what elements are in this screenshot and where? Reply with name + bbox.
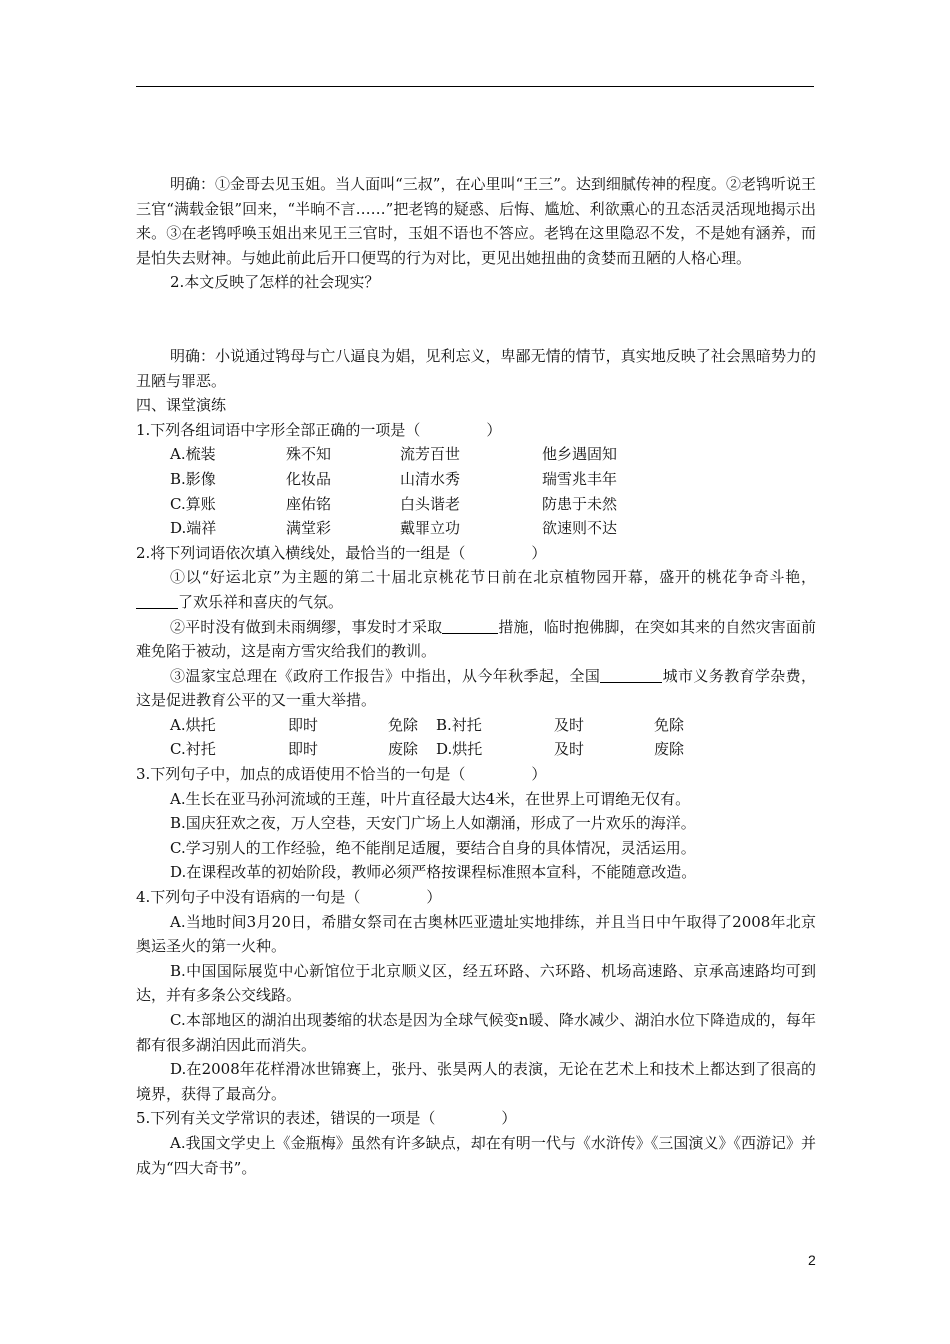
exercise-4-option-a: A.当地时间3月20日，希腊女祭司在古奥林匹亚遗址实地排练，并且当日中午取得了2008年北京奥运圣火的第一火种。	[136, 912, 816, 956]
exercise-4-option-c: C.本部地区的湖泊出现萎缩的状态是因为全球气候变n暖、降水减少、湖泊水位下降造成的，每年都有很多湖泊因此而消失。	[136, 1011, 816, 1054]
exercise-4-stem: 4.下列句子中没有语病的一句是（ ）	[136, 888, 442, 907]
exercise-3-option-d: D.在课程改革的初始阶段，教师必须严格按课程标准照本宣科，不能随意改造。	[170, 863, 697, 882]
exercise-3-option-b: B.国庆狂欢之夜，万人空巷，天安门广场上人如潮涌，形成了一片欢乐的海洋。	[170, 814, 696, 833]
exercise-2-stem: 2.将下列词语依次填入横线处，最恰当的一组是（ ）	[136, 543, 547, 562]
exercise-1-stem: 1.下列各组词语中字形全部正确的一项是（ ）	[136, 420, 502, 439]
exercise-3-option-c: C.学习别人的工作经验，绝不能削足适履，要结合自身的具体情况，灵活运用。	[170, 838, 696, 857]
exercise-3-option-a: A.生长在亚马孙河流域的王莲，叶片直径最大达4米，在世界上可谓绝无仅有。	[170, 789, 691, 808]
page-number: 2	[808, 1252, 816, 1268]
exercise-5-option-a: A.我国文学史上《金瓶梅》虽然有许多缺点，却在有明一代与《水浒传》《三国演义》《西游记》并成为“四大奇书”。	[136, 1133, 816, 1177]
exercise-4-option-b: B.中国国际展览中心新馆位于北京顺义区，经五环路、六环路、机场高速路、京承高速路均可到达，并有多条公交线路。	[136, 961, 816, 1005]
section-heading: 四、课堂演练	[136, 396, 227, 415]
exercise-5-stem: 5.下列有关文学常识的表述，错误的一项是（ ）	[136, 1109, 517, 1128]
exercise-3-stem: 3.下列句子中，加点的成语使用不恰当的一句是（ ）	[136, 765, 547, 784]
exercise-2-sentence-2: ②平时没有做到未雨绸缪，事发时才采取 措施，临时抱佛脚，在突如其来的自然灾害面前难免陷于被动，这是南方雪灾给我们的教训。	[136, 617, 816, 661]
exercise-1-option-d: D.端祥 满堂彩 戴罪立功 欲速则不达	[170, 519, 618, 538]
header-rule	[136, 86, 814, 87]
answer-paragraph-2: 明确：小说通过鸨母与亡八逼良为娼，见利忘义，卑鄙无情的情节，真实地反映了社会黑暗势力的丑陋与罪恶。	[136, 346, 816, 390]
exercise-2-options-cd: C.衬托 即时 废除 D.烘托 及时 废除	[170, 740, 685, 759]
exercise-1-option-a: A.梳装 殊不知 流芳百世 他乡遇固知	[170, 445, 618, 464]
exercise-1-option-c: C.算账 座佑铭 白头谐老 防患于未然	[170, 494, 618, 513]
question-2: 2.本文反映了怎样的社会现实？	[170, 273, 380, 292]
exercise-2-sentence-1: ①以“好运北京”为主题的第二十届北京桃花节日前在北京植物园开幕，盛开的桃花争奇斗艳，了欢乐祥和喜庆的气氛。	[136, 565, 816, 614]
answer-paragraph-1: 明确：①金哥去见玉姐。当人面叫“三叔”，在心里叫“王三”。达到细腻传神的程度。②老鸨听说王三官“满载金银”回来，“半晌不言……”把老鸨的疑惑、后悔、尴尬、利欲熏心的丑态活灵活现地揭示出来。③在老鸨呼唤玉姐出来见王三官时，玉姐不语也不答应。老鸨在这里隐忍不发，不是她有涵养，而是怕失去财神。与她此前此后开口便骂的行为对比，更见出她扭曲的贪婪而丑陋的人格心理。	[136, 175, 816, 267]
exercise-2-sentence-3: ③温家宝总理在《政府工作报告》中指出，从今年秋季起，全国 城市义务教育学杂费，这是促进教育公平的又一重大举措。	[136, 666, 816, 710]
page-body	[136, 172, 816, 1180]
exercise-2-options-ab: A.烘托 即时 免除 B.衬托 及时 免除	[170, 715, 685, 734]
exercise-4-option-d: D.在2008年花样滑冰世锦赛上，张丹、张昊两人的表演，无论在艺术上和技术上都达到了很高的境界，获得了最高分。	[136, 1060, 816, 1103]
exercise-1-option-b: B.影像 化妆品 山清水秀 瑞雪兆丰年	[170, 469, 618, 488]
